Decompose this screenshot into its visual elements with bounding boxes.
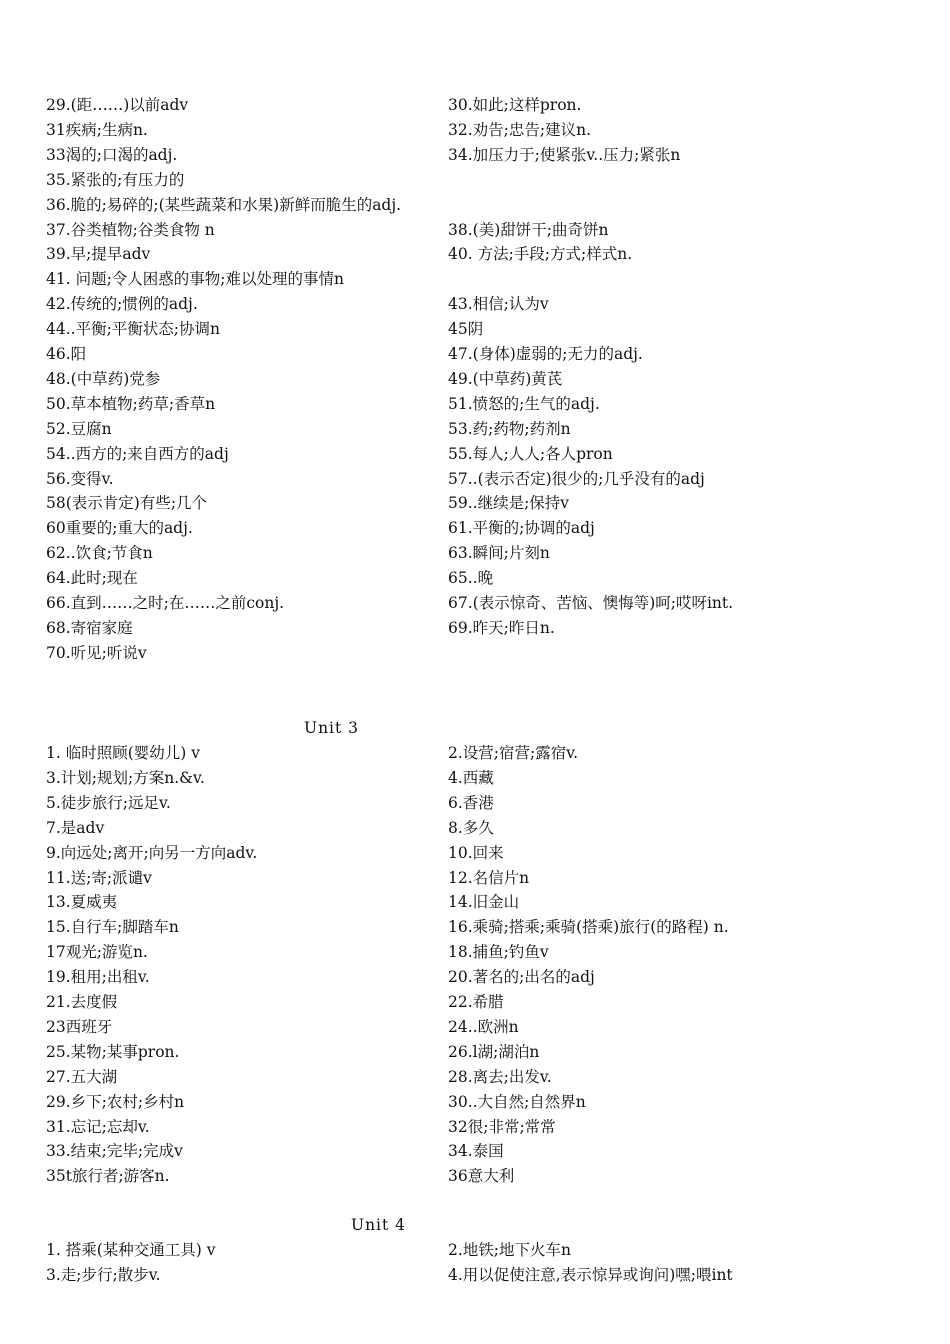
vocab-entry-right: 36意大利 xyxy=(448,1167,515,1186)
vocab-entry-left: 1. 搭乘(某种交通工具) v xyxy=(46,1241,216,1259)
vocab-entry-left: 29.(距……)以前adv xyxy=(46,96,189,114)
vocab-entry-left: 25.某物;某事pron. xyxy=(46,1042,180,1061)
vocab-entry-left: 1. 临时照顾(婴幼儿) v xyxy=(46,744,200,762)
vocab-row xyxy=(0,143,950,168)
vocab-entry-left: 39.早;提早adv xyxy=(46,245,151,264)
vocab-row xyxy=(0,1040,950,1065)
vocab-entry-right: 55.每人;人人;各人pron xyxy=(448,444,613,463)
vocab-entry-left: 58(表示肯定)有些;几个 xyxy=(46,494,208,513)
vocab-row xyxy=(0,616,950,641)
vocab-entry-left: 17观光;游览n. xyxy=(46,943,148,962)
vocab-entry-left: 42.传统的;惯例的adj. xyxy=(46,295,198,314)
vocab-entry-left: 19.租用;出租v. xyxy=(46,968,150,987)
vocab-entry-right: 30.如此;这样pron. xyxy=(448,96,582,114)
vocab-entry-right: 61.平衡的;协调的adj xyxy=(448,519,595,538)
vocab-entry-right: 12.名信片n xyxy=(448,868,530,887)
vocab-entry-left: 27.五大湖 xyxy=(46,1067,118,1086)
vocab-row xyxy=(0,417,950,442)
vocab-entry-right: 57..(表示否定)很少的;几乎没有的adj xyxy=(448,469,705,488)
vocab-entry-right: 4.西藏 xyxy=(448,768,494,787)
vocab-row xyxy=(0,218,950,243)
vocab-row xyxy=(0,242,950,267)
vocab-entry-right: 22.希腊 xyxy=(448,993,504,1011)
vocab-entry-right: 43.相信;认为v xyxy=(448,295,549,314)
vocab-row xyxy=(0,741,950,766)
unit-heading-row xyxy=(0,716,950,741)
vocab-row xyxy=(0,890,950,915)
vocab-entry-right: 49.(中草药)黄芪 xyxy=(448,369,563,388)
vocab-entry-left: 29.乡下;农村;乡村n xyxy=(46,1092,185,1111)
vocab-entry-left: 13.夏威夷 xyxy=(46,893,118,912)
vocab-entry-right: 53.药;药物;药剂n xyxy=(448,419,571,438)
vocab-entry-left: 56.变得v. xyxy=(46,469,114,488)
vocab-row xyxy=(0,965,950,990)
vocab-row xyxy=(0,541,950,566)
vocab-row xyxy=(0,791,950,816)
vocab-row xyxy=(0,367,950,392)
vocab-row xyxy=(0,467,950,492)
unit-heading: Unit 3 xyxy=(304,719,360,737)
vocab-entry-left: 37.谷类植物;谷类食物 n xyxy=(46,220,215,239)
vocab-row xyxy=(0,491,950,516)
vocab-entry-left: 41. 问题;令人困惑的事物;难以处理的事情n xyxy=(46,270,345,289)
unit-heading: Unit 4 xyxy=(351,1216,407,1234)
vocab-entry-right: 34.加压力于;使紧张v..压力;紧张n xyxy=(448,145,681,164)
vocab-entry-left: 21.去度假 xyxy=(46,993,118,1011)
vocab-entry-right: 40. 方法;手段;方式;样式n. xyxy=(448,245,633,264)
vocab-entry-right: 2.设营;宿营;露宿v. xyxy=(448,744,579,762)
vocab-entry-right: 6.香港 xyxy=(448,793,494,812)
vocab-row xyxy=(0,317,950,342)
vocab-entry-right: 47.(身体)虚弱的;无力的adj. xyxy=(448,345,643,363)
vocab-entry-right: 10.回来 xyxy=(448,843,504,862)
vocab-entry-left: 60重要的;重大的adj. xyxy=(46,519,193,538)
vocab-row xyxy=(0,566,950,591)
vocab-row xyxy=(0,267,950,292)
vocab-entry-right: 24..欧洲n xyxy=(448,1017,519,1036)
vocab-entry-right: 32很;非常;常常 xyxy=(448,1117,556,1136)
vocab-entry-right: 30..大自然;自然界n xyxy=(448,1092,586,1111)
vocab-entry-left: 64.此时;现在 xyxy=(46,569,138,588)
unit-heading-row xyxy=(0,1213,950,1238)
vocab-row xyxy=(0,168,950,193)
vocab-entry-right: 26.l湖;湖泊n xyxy=(448,1042,540,1061)
vocab-entry-left: 44..平衡;平衡状态;协调n xyxy=(46,320,221,339)
vocab-entry-left: 7.是adv xyxy=(46,818,105,837)
vocab-entry-right: 34.泰国 xyxy=(448,1142,504,1161)
vocab-row xyxy=(0,1115,950,1140)
vocab-entry-left: 70.听见;听说v xyxy=(46,643,147,662)
vocab-entry-right: 67.(表示惊奇、苦恼、懊悔等)呵;哎呀int. xyxy=(448,594,734,612)
vocab-entry-right: 18.捕鱼;钓鱼v xyxy=(448,943,549,962)
vocab-entry-left: 52.豆腐n xyxy=(46,419,112,438)
vocab-row xyxy=(0,641,950,666)
vocab-entry-right: 59..继续是;保持v xyxy=(448,494,570,513)
vocab-entry-right: 20.著名的;出名的adj xyxy=(448,968,595,987)
vocab-row xyxy=(0,193,950,218)
vocab-entry-right: 65..晚 xyxy=(448,569,494,588)
vocab-row xyxy=(0,1263,950,1288)
vocab-row xyxy=(0,93,950,118)
vocab-entry-left: 33.结束;完毕;完成v xyxy=(46,1142,183,1161)
vocab-row xyxy=(0,392,950,417)
vocab-entry-left: 66.直到……之时;在……之前conj. xyxy=(46,594,285,612)
vocab-row xyxy=(0,841,950,866)
vocab-entry-left: 46.阳 xyxy=(46,345,87,363)
vocab-row xyxy=(0,342,950,367)
vocab-entry-right: 14.旧金山 xyxy=(448,893,520,912)
vocab-entry-left: 36.脆的;易碎的;(某些蔬菜和水果)新鲜而脆生的adj. xyxy=(46,195,402,214)
vocab-row xyxy=(0,866,950,891)
vocab-entry-left: 11.送;寄;派谴v xyxy=(46,868,152,887)
vocab-row xyxy=(0,1015,950,1040)
vocab-row xyxy=(0,1065,950,1090)
vocab-entry-left: 50.草本植物;药草;香草n xyxy=(46,394,216,413)
vocab-entry-left: 31疾病;生病n. xyxy=(46,120,148,139)
vocab-entry-left: 3.走;步行;散步v. xyxy=(46,1265,161,1284)
vocab-entry-left: 62..饮食;节食n xyxy=(46,544,153,563)
vocab-row xyxy=(0,1090,950,1115)
vocab-entry-right: 2.地铁;地下火车n xyxy=(448,1241,571,1259)
vocab-entry-left: 23西班牙 xyxy=(46,1017,113,1036)
vocab-entry-right: 4.用以促使注意,表示惊异或询问)嘿;喂int xyxy=(448,1265,733,1284)
vocab-row xyxy=(0,118,950,143)
vocab-entry-right: 28.离去;出发v. xyxy=(448,1067,552,1086)
vocab-entry-left: 54..西方的;来自西方的adj xyxy=(46,444,229,463)
vocab-row xyxy=(0,1164,950,1189)
vocab-row xyxy=(0,516,950,541)
vocab-row xyxy=(0,1139,950,1164)
vocab-entry-left: 3.计划;规划;方案n.&v. xyxy=(46,768,205,787)
vocab-entry-right: 51.愤怒的;生气的adj. xyxy=(448,394,600,413)
vocab-entry-left: 33渴的;口渴的adj. xyxy=(46,145,178,164)
vocab-entry-right: 16.乘骑;搭乘;乘骑(搭乘)旅行(的路程) n. xyxy=(448,918,729,937)
vocab-row xyxy=(0,292,950,317)
vocab-row xyxy=(0,591,950,616)
vocab-entry-left: 35t旅行者;游客n. xyxy=(46,1167,170,1186)
vocab-entry-left: 35.紧张的;有压力的 xyxy=(46,170,185,189)
vocab-entry-right: 32.劝告;忠告;建议n. xyxy=(448,120,592,139)
vocab-entry-left: 5.徒步旅行;远足v. xyxy=(46,793,171,812)
vocab-entry-left: 15.自行车;脚踏车n xyxy=(46,918,179,937)
vocab-entry-right: 38.(美)甜饼干;曲奇饼n xyxy=(448,220,609,239)
vocab-row xyxy=(0,1238,950,1263)
vocab-entry-right: 69.昨天;昨日n. xyxy=(448,618,555,637)
vocab-entry-right: 8.多久 xyxy=(448,818,494,837)
vocab-entry-left: 31.忘记;忘却v. xyxy=(46,1117,150,1136)
vocab-row xyxy=(0,940,950,965)
vocab-row xyxy=(0,816,950,841)
vocab-row xyxy=(0,766,950,791)
vocab-row xyxy=(0,990,950,1015)
vocab-entry-right: 63.瞬间;片刻n xyxy=(448,544,550,563)
vocab-entry-left: 48.(中草药)党参 xyxy=(46,369,161,388)
vocab-row xyxy=(0,915,950,940)
vocab-entry-right: 45阴 xyxy=(448,320,484,339)
vocab-entry-left: 68.寄宿家庭 xyxy=(46,618,133,637)
vocab-entry-left: 9.向远处;离开;向另一方向adv. xyxy=(46,843,258,862)
vocab-row xyxy=(0,442,950,467)
